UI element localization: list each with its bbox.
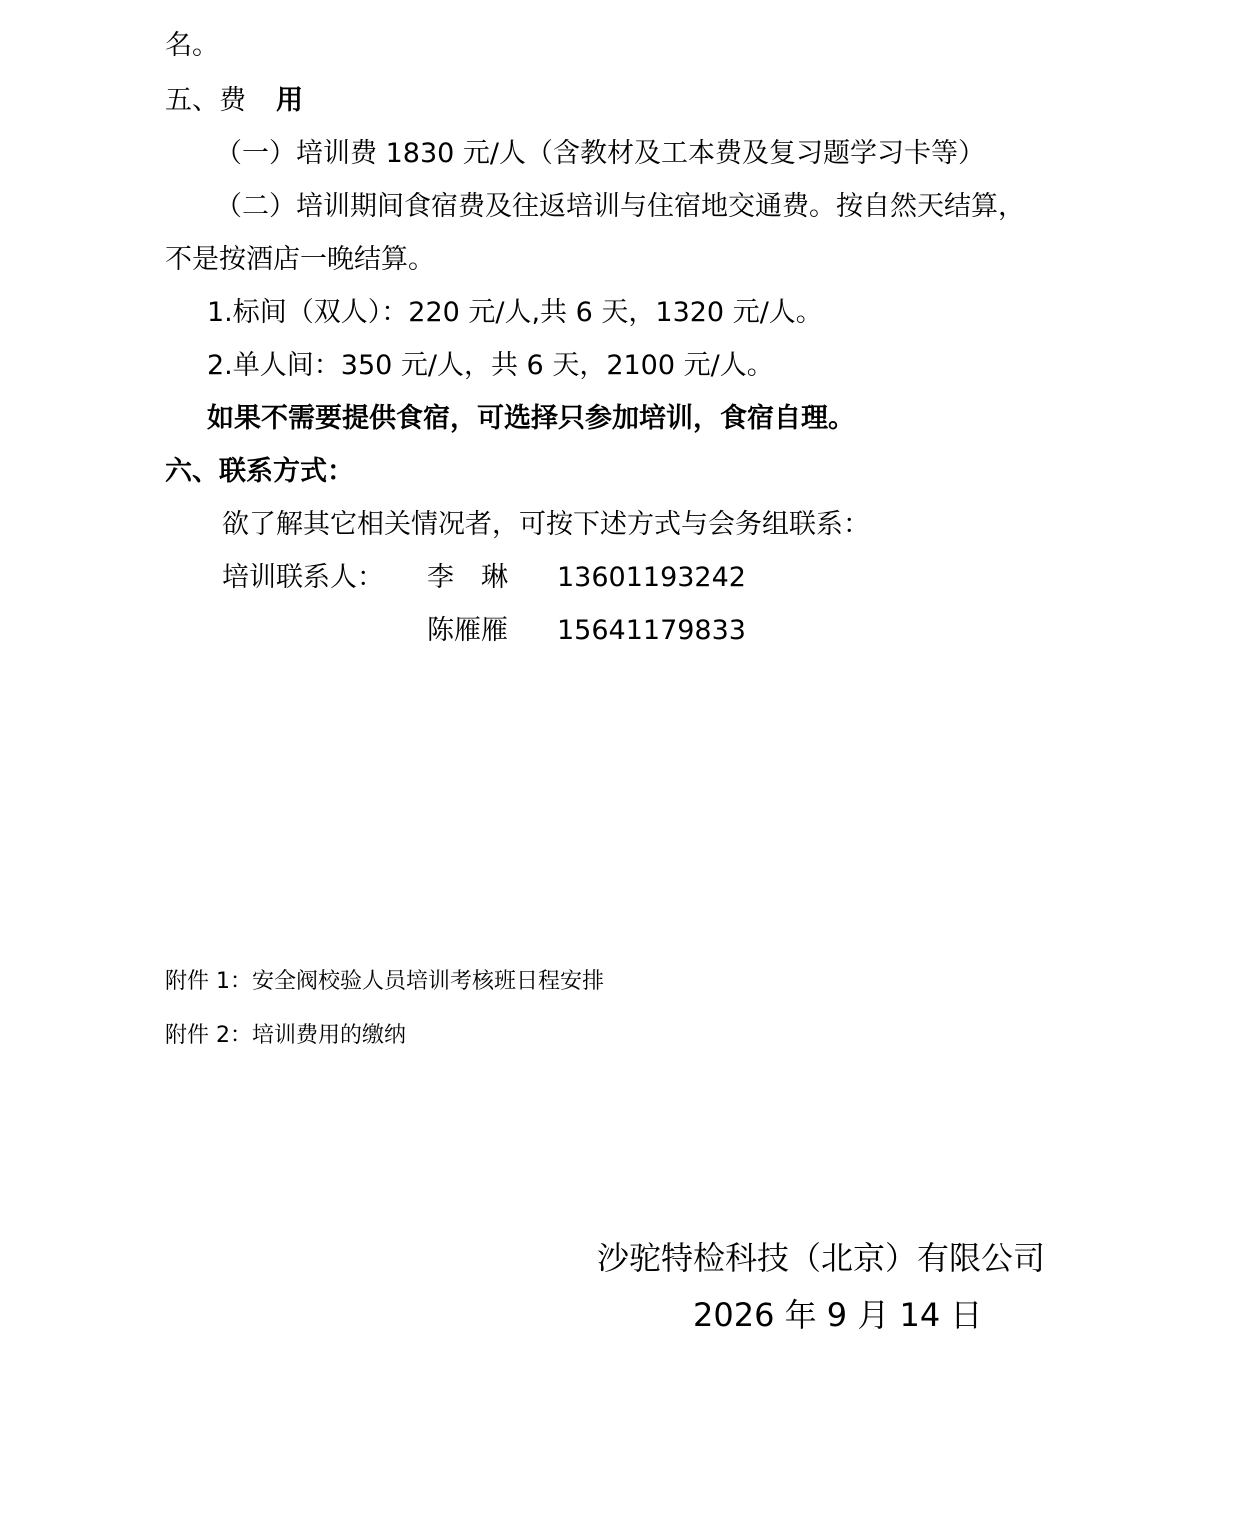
- contact-row-2: [0, 613, 1238, 649]
- signature-date: 2026 年 9 月 14 日: [693, 1296, 983, 1334]
- section-heading-fees-suffix: 用: [276, 85, 303, 116]
- signature-company: 沙驼特检科技（北京）有限公司: [597, 1239, 1046, 1277]
- contact-phone: 13601193242: [557, 562, 746, 593]
- contact-row-1: [0, 560, 1238, 596]
- fee-item-training: （一）培训费 1830 元/人（含教材及工本费及复习题学习卡等）: [215, 138, 985, 169]
- contact-phone: 15641179833: [557, 615, 746, 646]
- contact-intro: 欲了解其它相关情况者，可按下述方式与会务组联系：: [222, 509, 870, 540]
- section-heading-fees: [165, 83, 303, 119]
- room-option-double: 1.标间（双人）：220 元/人,共 6 天，1320 元/人。: [207, 297, 823, 328]
- contact-name: 李 琳: [427, 562, 508, 593]
- room-option-single: 2.单人间：350 元/人，共 6 天，2100 元/人。: [207, 350, 774, 381]
- attachment-1: 附件 1：安全阀校验人员培训考核班日程安排: [165, 969, 604, 994]
- attachment-2: 附件 2：培训费用的缴纳: [165, 1023, 406, 1048]
- fee-item-accommodation-line2: 不是按酒店一晚结算。: [165, 244, 435, 275]
- section-heading-contact: 六、联系方式：: [165, 456, 354, 487]
- fee-item-accommodation-line1: （二）培训期间食宿费及往返培训与住宿地交通费。按自然天结算，: [215, 191, 1025, 222]
- continued-text-line: 名。: [165, 30, 219, 61]
- section-heading-fees-prefix: 五、费: [165, 85, 246, 116]
- contact-name: 陈雁雁: [427, 615, 508, 646]
- accommodation-note: 如果不需要提供食宿，可选择只参加培训，食宿自理。: [207, 403, 855, 434]
- contact-label: 培训联系人：: [222, 562, 384, 593]
